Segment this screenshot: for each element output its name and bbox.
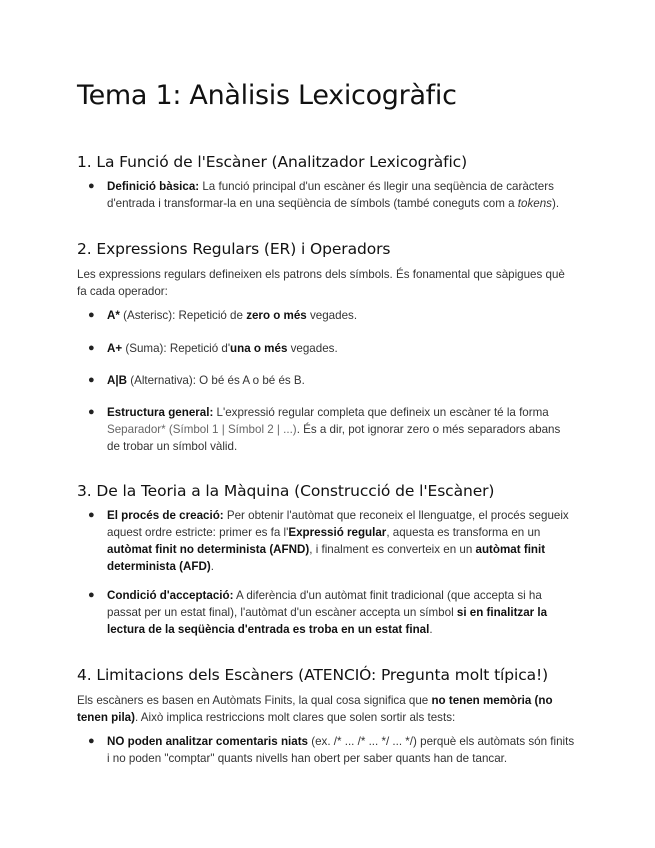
bullet-marker: ●: [88, 180, 95, 192]
item-code: Separador* (Símbol 1 | Símbol 2 | ...): [107, 423, 297, 436]
section-4-intro: [77, 692, 577, 726]
item-text: (ex. /* ... /* ... */ ... */) perquè els autòmats són finits i no poden "comptar" quants nivells han obert per saber quants han de tancar.: [107, 735, 575, 765]
item-text: vegades.: [287, 342, 338, 355]
item-label: A*: [107, 309, 120, 322]
item-emphasis: tokens: [517, 197, 552, 210]
item-label: A+: [107, 342, 123, 355]
list-item: [107, 733, 575, 767]
item-label: El procés de creació:: [107, 509, 224, 522]
bullet-marker: ●: [88, 509, 95, 521]
item-strong: Expressió regular: [288, 526, 387, 539]
intro-strong: no tenen memòria (no tenen pila): [77, 694, 553, 724]
section-3-heading: 3. De la Teoria a la Màquina (Construcció de l'Escàner): [77, 482, 495, 500]
item-text: L'expressió regular completa que defineix un escàner té la forma: [213, 406, 549, 419]
list-item: [107, 307, 575, 324]
bullet-marker: ●: [88, 589, 95, 601]
item-text: A diferència d'un autòmat finit tradicional (que accepta si ha passat per un estat final), l'autòmat d'un escàner accepta un símbol: [107, 589, 542, 619]
section-1-heading: 1. La Funció de l'Escàner (Analitzador Lexicogràfic): [77, 153, 468, 171]
item-strong: autòmat finit no determinista (AFND): [107, 543, 310, 556]
page-title: Tema 1: Anàlisis Lexicogràfic: [77, 80, 457, 111]
item-text: . És a dir, pot ignorar zero o més separadors abans de trobar un símbol vàlid.: [107, 423, 561, 453]
item-label: A|B: [107, 374, 127, 387]
bullet-marker: ●: [88, 735, 95, 747]
list-item: [107, 340, 575, 357]
intro-text: Els escàners es basen en Autòmats Finits, la qual cosa significa que: [77, 694, 432, 707]
item-strong: una o més: [230, 342, 288, 355]
section-2-intro: Les expressions regulars defineixen els patrons dels símbols. És fonamental que sàpigues què fa cada operador:: [77, 268, 565, 298]
item-label: Estructura general:: [107, 406, 214, 419]
item-label: NO poden analitzar comentaris niats: [107, 735, 309, 748]
item-text: .: [210, 560, 214, 573]
bullet-marker: ●: [88, 309, 95, 321]
section-4-heading: 4. Limitacions dels Escàners (ATENCIÓ: Pregunta molt típica!): [77, 666, 549, 684]
item-text: ).: [551, 197, 560, 210]
item-text: (Suma): Repetició d': [122, 342, 231, 355]
item-label: Definició bàsica:: [107, 180, 200, 193]
bullet-marker: ●: [88, 342, 95, 354]
item-text: Per obtenir l'autòmat que reconeix el llenguatge, el procés segueix aquest ordre estricte: primer es fa l': [107, 509, 569, 539]
item-text: , i finalment es converteix en un: [309, 543, 476, 556]
item-text: , aquesta es transforma en un: [386, 526, 541, 539]
item-text: .: [429, 623, 433, 636]
list-item: [107, 404, 575, 455]
section-2-heading: 2. Expressions Regulars (ER) i Operadors: [77, 240, 391, 258]
item-strong: autòmat finit determinista (AFD): [107, 543, 546, 573]
item-text: (Asterisc): Repetició de: [119, 309, 247, 322]
list-item: [107, 507, 575, 575]
item-text: vegades.: [306, 309, 358, 322]
item-strong: si en finalitzar la lectura de la seqüència d'entrada es troba en un estat final: [107, 606, 548, 636]
item-text: La funció principal d'un escàner és llegir una seqüència de caràcters d'entrada i transformar-la en una seqüència de símbols (també coneguts com a: [107, 180, 554, 210]
item-strong: zero o més: [246, 309, 307, 322]
item-text: (Alternativa): O bé és A o bé és B.: [127, 374, 305, 387]
bullet-marker: ●: [88, 374, 95, 386]
intro-text: . Això implica restriccions molt clares que solen sortir als tests:: [134, 711, 456, 724]
bullet-marker: ●: [88, 406, 95, 418]
list-item: [107, 587, 575, 638]
list-item: [107, 178, 575, 212]
list-item: [107, 372, 575, 389]
item-label: Condició d'acceptació:: [107, 589, 234, 602]
